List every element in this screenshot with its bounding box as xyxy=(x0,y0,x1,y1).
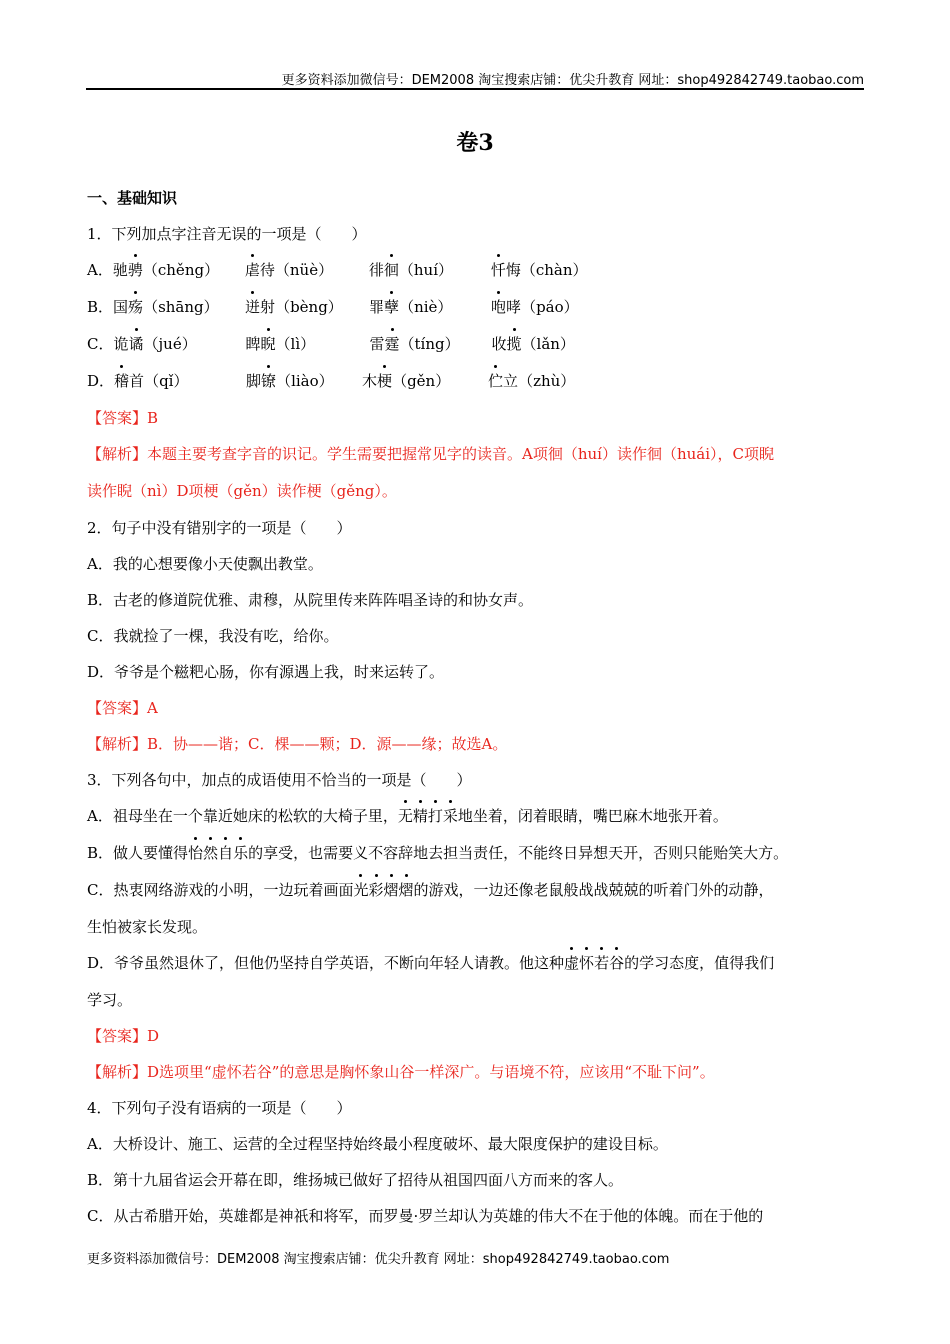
dotted-char: 然 xyxy=(203,835,218,872)
dotted-idiom xyxy=(564,954,624,972)
dotted-char: 伫 xyxy=(488,363,503,400)
pinyin: （bèng） xyxy=(275,298,343,316)
char: 徘 xyxy=(368,261,384,279)
pinyin: （tíng） xyxy=(399,335,460,353)
char: 木 xyxy=(362,372,378,390)
q3-option-d xyxy=(87,945,867,982)
option-label: B． xyxy=(87,298,114,316)
page-header: 更多资料添加微信号：DEM2008 淘宝搜索店铺：优尖升教育 网址：shop492842749.taobao.com xyxy=(281,73,864,88)
option-item xyxy=(369,289,491,326)
sentence-text: D．爷爷虽然退休了，但他仍坚持自学英语，不断向年轻人请教。他这种 xyxy=(87,954,565,972)
option-item xyxy=(113,252,245,289)
q2-analysis: 【解析】B．协——谐；C．棵——颗；D．源——缘；故选A。 xyxy=(87,735,508,753)
option-item xyxy=(491,289,579,326)
question-3-stem: 3．下列各句中，加点的成语使用不恰当的一项是（ ） xyxy=(87,771,472,789)
char: 悔 xyxy=(505,261,521,279)
page-footer: 更多资料添加微信号：DEM2008 淘宝搜索店铺：优尖升教育 网址：shop492842749.taobao.com xyxy=(87,1252,670,1267)
char: 脚 xyxy=(246,372,262,390)
char: 诡 xyxy=(113,335,129,353)
dotted-char: 熠 xyxy=(384,872,399,909)
dotted-char: 徊 xyxy=(384,252,399,289)
option-item xyxy=(245,326,369,363)
q2-option-c: C．我就捡了一棵，我没有吃，给你。 xyxy=(87,627,339,645)
pinyin: （chàn） xyxy=(520,261,588,279)
pinyin: （liào） xyxy=(276,372,334,390)
option-item xyxy=(369,252,491,289)
option-item xyxy=(491,252,588,289)
sentence-text: 的享受，也需要义不容辞地去担当责任，不能终日异想天开，否则只能贻笑大方。 xyxy=(248,844,789,862)
sentence-text: A．祖母坐在一个靠近她床的松软的大椅子里， xyxy=(87,807,398,825)
dotted-char: 彩 xyxy=(369,872,384,909)
dotted-char: 若 xyxy=(594,945,609,982)
dotted-char: 霆 xyxy=(385,326,400,363)
q2-option-a: A．我的心想要像小天使飘出教堂。 xyxy=(87,555,323,573)
dotted-char: 打 xyxy=(428,798,443,835)
dotted-char: 怀 xyxy=(579,945,594,982)
q2-option-d: D．爷爷是个糍粑心肠，你有源遇上我，时来运转了。 xyxy=(87,663,445,681)
dotted-idiom xyxy=(353,881,413,899)
dotted-char: 梗 xyxy=(377,363,392,400)
dotted-char: 谲 xyxy=(129,326,144,363)
pinyin: （lǎn） xyxy=(521,335,575,353)
pinyin: （chěng） xyxy=(142,261,220,279)
q1-option-d xyxy=(87,363,867,400)
dotted-char: 怡 xyxy=(188,835,203,872)
sentence-text: C．热衷网络游戏的小明，一边玩着画面 xyxy=(87,881,354,899)
char: 立 xyxy=(503,372,519,390)
q3-option-a xyxy=(87,798,867,835)
dotted-char: 忏 xyxy=(491,252,506,289)
pinyin: （páo） xyxy=(521,298,579,316)
question-4-stem: 4．下列句子没有语病的一项是（ ） xyxy=(87,1099,352,1117)
dotted-idiom xyxy=(398,807,458,825)
option-item xyxy=(369,326,491,363)
pinyin: （qǐ） xyxy=(144,372,189,390)
q1-analysis-cont: 读作睨（nì）D项梗（gěn）读作梗（gěng）。 xyxy=(87,482,397,500)
char: 睥 xyxy=(245,335,261,353)
question-1-stem: 1．下列加点字注音无误的一项是（ ） xyxy=(87,225,367,243)
option-label: A． xyxy=(87,261,113,279)
dotted-char: 采 xyxy=(443,798,458,835)
q2-answer: 【答案】A xyxy=(87,699,158,717)
q3-option-c xyxy=(87,872,867,909)
dotted-char: 熠 xyxy=(399,872,414,909)
dotted-char: 无 xyxy=(398,798,413,835)
header-divider xyxy=(86,88,864,90)
char: 雷 xyxy=(369,335,385,353)
option-item xyxy=(245,252,369,289)
char: 待 xyxy=(259,261,275,279)
sentence-text: B．做人要懂得 xyxy=(87,844,189,862)
q1-option-c xyxy=(87,326,867,363)
pinyin: （huí） xyxy=(398,261,453,279)
option-label: C． xyxy=(87,335,114,353)
pinyin: （gěn） xyxy=(392,372,451,390)
option-item xyxy=(113,289,245,326)
dotted-char: 骋 xyxy=(128,252,143,289)
option-item xyxy=(113,326,245,363)
char: 首 xyxy=(129,372,145,390)
pinyin: （shāng） xyxy=(143,298,219,316)
char: 罪 xyxy=(369,298,385,316)
q4-option-c: C．从古希腊开始，英雄都是神祇和将军，而罗曼·罗兰却认为英雄的伟大不在于他的体魄。而在于他的 xyxy=(87,1207,764,1225)
q3-analysis: 【解析】D选项里“虚怀若谷”的意思是胸怀象山谷一样深广。与语境不符，应该用“不耻下问”。 xyxy=(87,1063,715,1081)
dotted-char: 虐 xyxy=(245,252,260,289)
dotted-char: 揽 xyxy=(507,326,522,363)
char: 国 xyxy=(113,298,129,316)
q4-option-b: B．第十九届省运会开幕在即，维扬城已做好了招待从祖国四面八方而来的客人。 xyxy=(87,1171,624,1189)
option-item xyxy=(362,363,488,400)
q1-answer: 【答案】B xyxy=(87,409,159,427)
option-item xyxy=(114,363,246,400)
section-heading: 一、基础知识 xyxy=(87,189,178,207)
option-item xyxy=(488,363,575,400)
option-label: D． xyxy=(87,372,115,390)
dotted-char: 迸 xyxy=(245,289,260,326)
char: 驰 xyxy=(112,261,128,279)
dotted-char: 咆 xyxy=(491,289,506,326)
sentence-text: 的游戏，一边还像老鼠般战战兢兢的听着门外的动静， xyxy=(413,881,774,899)
q4-option-a: A．大桥设计、施工、运营的全过程坚持始终最小程度破坏、最大限度保护的建设目标。 xyxy=(87,1135,668,1153)
dotted-char: 稽 xyxy=(114,363,129,400)
q1-analysis: 【解析】本题主要考查字音的识记。学生需要把握常见字的读音。A项徊（huí）读作徊（huái），C项睨 xyxy=(87,445,774,463)
dotted-char: 精 xyxy=(413,798,428,835)
dotted-char: 光 xyxy=(353,872,368,909)
pinyin: （lì） xyxy=(275,335,316,353)
option-item xyxy=(491,326,574,363)
dotted-char: 谷 xyxy=(609,945,624,982)
q3-option-d-cont: 学习。 xyxy=(87,991,133,1009)
char: 收 xyxy=(491,335,507,353)
dotted-char: 殇 xyxy=(128,289,143,326)
char: 哮 xyxy=(506,298,522,316)
option-item xyxy=(245,289,369,326)
dotted-char: 镣 xyxy=(261,363,276,400)
dotted-char: 睨 xyxy=(261,326,276,363)
pinyin: （niè） xyxy=(399,298,453,316)
dotted-char: 孽 xyxy=(384,289,399,326)
dotted-char: 虚 xyxy=(564,945,579,982)
pinyin: （jué） xyxy=(143,335,197,353)
dotted-char: 自 xyxy=(218,835,233,872)
sentence-text: 的学习态度，值得我们 xyxy=(624,954,775,972)
q1-option-a xyxy=(87,252,867,289)
option-item xyxy=(246,363,362,400)
page-title: 卷3 xyxy=(456,130,494,156)
sentence-text: 地坐着，闭着眼睛，嘴巴麻木地张开着。 xyxy=(457,807,728,825)
question-2-stem: 2．句子中没有错别字的一项是（ ） xyxy=(87,519,352,537)
pinyin: （zhù） xyxy=(518,372,576,390)
char: 射 xyxy=(260,298,276,316)
pinyin: （nüè） xyxy=(274,261,334,279)
q1-option-b xyxy=(87,289,867,326)
dotted-idiom xyxy=(188,844,248,862)
content xyxy=(87,180,867,1234)
q3-option-b xyxy=(87,835,867,872)
q2-option-b: B．古老的修道院优雅、肃穆，从院里传来阵阵唱圣诗的和协女声。 xyxy=(87,591,534,609)
q3-option-c-cont: 生怕被家长发现。 xyxy=(87,918,208,936)
q3-answer: 【答案】D xyxy=(87,1027,160,1045)
dotted-char: 乐 xyxy=(233,835,248,872)
